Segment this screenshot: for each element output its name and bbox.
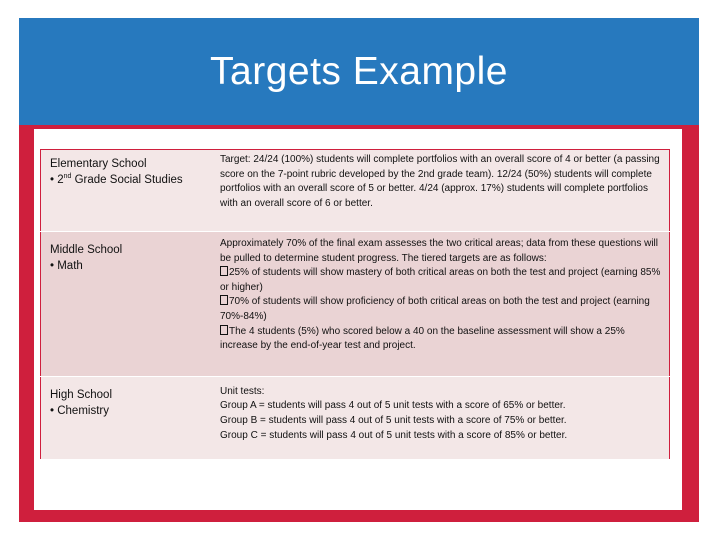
- checkbox-bullet-icon: [220, 325, 228, 335]
- subject-label: • Math: [50, 260, 83, 272]
- checkbox-bullet-icon: [220, 266, 228, 276]
- level-cell: [41, 376, 207, 459]
- target-line: Group A = students will pass 4 out of 5 unit tests with a score of 65% or better.: [220, 400, 566, 412]
- target-intro: Approximately 70% of the final exam assesses the two critical areas; data from these questions will be pulled to determine student progress. The tiered targets are as follows:: [220, 238, 658, 264]
- level-cell: [41, 232, 207, 377]
- table-row-elementary: [41, 150, 670, 232]
- target-cell: [206, 150, 670, 232]
- target-line: Group B = students will pass 4 out of 5 unit tests with a score of 75% or better.: [220, 414, 567, 426]
- table-row-high: [41, 376, 670, 459]
- level-label: Middle School: [50, 244, 123, 256]
- level-cell: [41, 150, 207, 232]
- target-bullet: 25% of students will show mastery of both critical areas on both the test and project (earning 85% or higher): [220, 267, 661, 293]
- target-cell: [206, 376, 670, 459]
- content-panel: [34, 129, 682, 510]
- target-cell: [206, 232, 670, 377]
- targets-table: [40, 149, 670, 460]
- level-label: Elementary School: [50, 158, 147, 170]
- target-text: Target: 24/24 (100%) students will complete portfolios with an overall score of 4 or better (a passing score on the 7-point rubric developed by the 2nd grade team). 12/24 (50%) students will complete portfolios with an overall score of 5 or better. 4/24 (approx. 17%) students will complete portfolios with an overall score of 6 or better.: [220, 154, 660, 209]
- level-label: High School: [50, 388, 113, 401]
- subject-label: • Chemistry: [50, 404, 109, 417]
- target-line: Group C = students will pass 4 out of 5 unit tests with a score of 85% or better.: [220, 429, 568, 441]
- table-row-middle: [41, 232, 670, 377]
- target-line: Unit tests:: [220, 385, 265, 397]
- subject-label: • 2nd Grade Social Studies: [50, 173, 183, 186]
- checkbox-bullet-icon: [220, 295, 228, 305]
- title-band: [19, 18, 699, 125]
- slide-title: Targets Example: [210, 49, 508, 93]
- target-bullet: 70% of students will show proficiency of both critical areas on both the test and project (earning 70%-84%): [220, 296, 650, 322]
- slide-frame: [19, 18, 699, 522]
- target-bullet: The 4 students (5%) who scored below a 40 on the baseline assessment will show a 25% increase by the end-of-year test and project.: [220, 325, 625, 352]
